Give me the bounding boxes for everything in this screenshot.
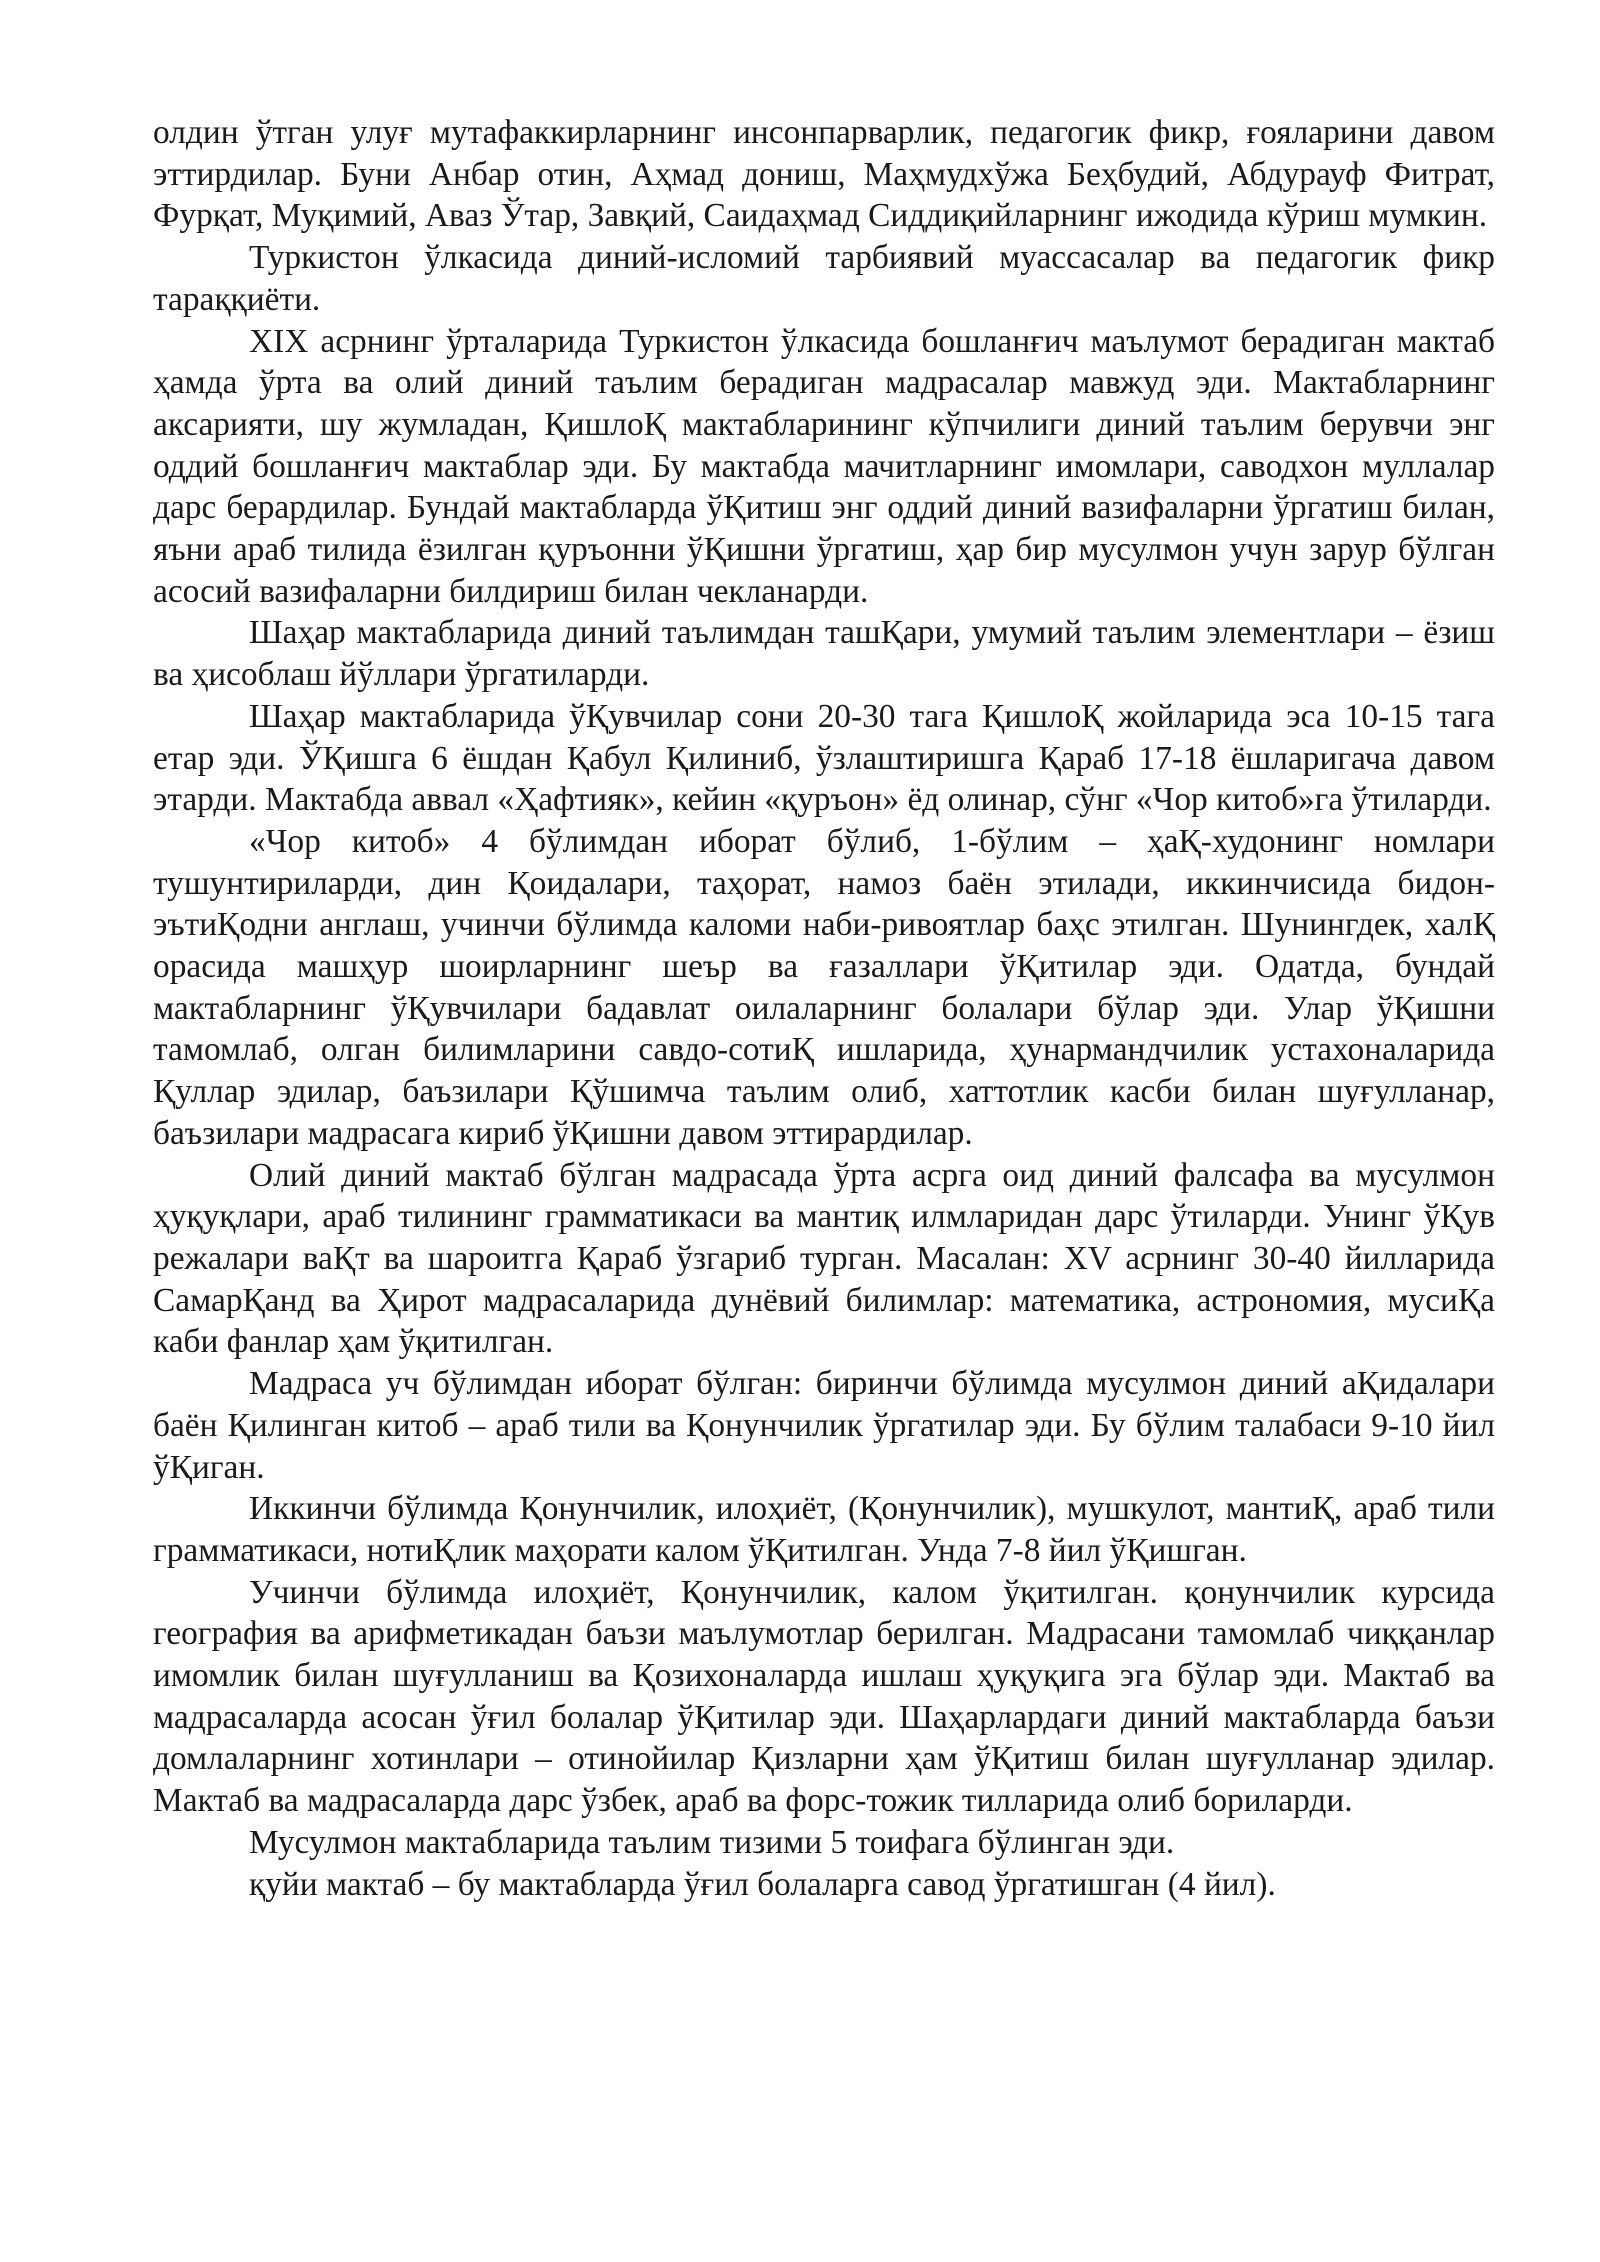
- paragraph-madrasa-second-section: Иккинчи бўлимда Қонунчилик, илоҳиёт, (Қонунчилик), мушкулот, мантиҚ, араб тили грамматикаси, нотиҚлик маҳорати калом ўҚитилган. Унда 7-8 йил ўҚишган.: [153, 1490, 1495, 1569]
- paragraph-madrasa-third-section: Учинчи бўлимда илоҳиёт, Қонунчилик, калом ўқитилган. қонунчилик курсида география ва арифметикадан баъзи маълумотлар берилган. Мадрасани тамомлаб чиққанлар имомлик билан шуғулланиш ва Қозихоналарда ишлаш ҳуқуқига эга бўлар эди. Мактаб ва мадрасаларда асосан ўғил болалар ўҚитилар эди. Шаҳарлардаги диний мактабларда баъзи домлаларнинг хотинлари – отинойилар Қизларни ҳам ўҚитиш билан шуғулланар эдилар. Мактаб ва мадрасаларда дарс ўзбек, араб ва форс-тожик тилларида олиб бориларди.: [153, 1573, 1495, 1820]
- paragraph-continuation: олдин ўтган улуғ мутафаккирларнинг инсонпарварлик, педагогик фикр, ғояларини давом эттирдилар. Буни Анбар отин, Аҳмад дониш, Маҳмудхўжа Беҳбудий, Абдурауф Фитрат, Фурқат, Муқимий, Аваз Ўтар, Завқий, Саидаҳмад Сиддиқийларнинг ижодида кўриш мумкин.: [153, 114, 1495, 235]
- document-body: [153, 112, 1495, 1905]
- paragraph-madrasa-higher-school: Олий диний мактаб бўлган мадрасада ўрта асрга оид диний фалсафа ва мусулмон ҳуқуқлари, араб тилининг грамматикаси ва мантиқ илмларидан дарс ўтиларди. Унинг ўҚув режалари ваҚт ва шароитга Қараб ўзгариб турган. Масалан: XV асрнинг 30-40 йилларида СамарҚанд ва Ҳирот мадрасаларида дунёвий билимлар: математика, астрономия, мусиҚа каби фанлар ҳам ўқитилган.: [153, 1156, 1495, 1361]
- paragraph-madrasa-first-section: Мадраса уч бўлимдан иборат бўлган: биринчи бўлимда мусулмон диний аҚидалари баён Қилинган китоб – араб тили ва Қонунчилик ўргатилар эди. Бу бўлим талабаси 9-10 йил ўҚиган.: [153, 1365, 1495, 1486]
- paragraph-student-numbers: Шаҳар мактабларида ўҚувчилар сони 20-30 тага ҚишлоҚ жойларида эса 10-15 тага етар эди. ЎҚишга 6 ёшдан Қабул Қилиниб, ўзлаштиришга Қараб 17-18 ёшларигача давом этарди. Мактабда аввал «Ҳафтияк», кейин «қуръон» ёд олинар, сўнг «Чор китоб»га ўтиларди.: [153, 697, 1495, 819]
- paragraph-city-schools-subjects: Шаҳар мактабларида диний таълимдан ташҚари, умумий таълим элементлари – ёзиш ва ҳисоблаш йўллари ўргатиларди.: [153, 614, 1495, 694]
- paragraph-lower-school: қуйи мактаб – бу мактабларда ўғил болаларга савод ўргатишган (4 йил).: [249, 1865, 1276, 1903]
- paragraph-five-categories: Мусулмон мактабларида таълим тизими 5 тоифага бўлинган эди.: [249, 1823, 1175, 1861]
- paragraph-19th-century-schools: XIX асрнинг ўрталарида Туркистон ўлкасида бошланғич маълумот берадиган мактаб ҳамда ўрта ва олий диний таълим берадиган мадрасалар мавжуд эди. Мактабларнинг аксарияти, шу жумладан, ҚишлоҚ мактабларининг кўпчилиги диний таълим берувчи энг оддий бошланғич мактаблар эди. Бу мактабда мачитларнинг имомлари, саводхон муллалар дарс берардилар. Бундай мактабларда ўҚитиш энг оддий диний вазифаларни ўргатиш билан, яъни араб тилида ёзилган қуръонни ўҚишни ўргатиш, ҳар бир мусулмон учун зарур бўлган асосий вазифаларни билдириш билан чекланарди.: [153, 322, 1495, 610]
- paragraph-heading-turkistan: Туркистон ўлкасида диний-исломий тарбиявий муассасалар ва педагогик фикр тараққиёти.: [153, 239, 1495, 318]
- paragraph-chor-kitob: «Чор китоб» 4 бўлимдан иборат бўлиб, 1-бўлим – ҳаҚ-худонинг номлари тушунтириларди, дин Қоидалари, таҳорат, намоз баён этилади, иккинчисида бидон-эътиҚодни англаш, учинчи бўлимда каломи наби-ривоятлар баҳс этилган. Шунингдек, халҚ орасида машҳур шоирларнинг шеър ва ғазаллари ўҚитилар эди. Одатда, бундай мактабларнинг ўҚувчилари бадавлат оилаларнинг болалари бўлар эди. Улар ўҚишни тамомлаб, олган билимларини савдо-сотиҚ ишларида, ҳунармандчилик устахоналарида Қуллар эдилар, баъзилари Қўшимча таълим олиб, хаттотлик касби билан шуғулланар, баъзилари мадрасага кириб ўҚишни давом эттирардилар.: [153, 822, 1495, 1152]
